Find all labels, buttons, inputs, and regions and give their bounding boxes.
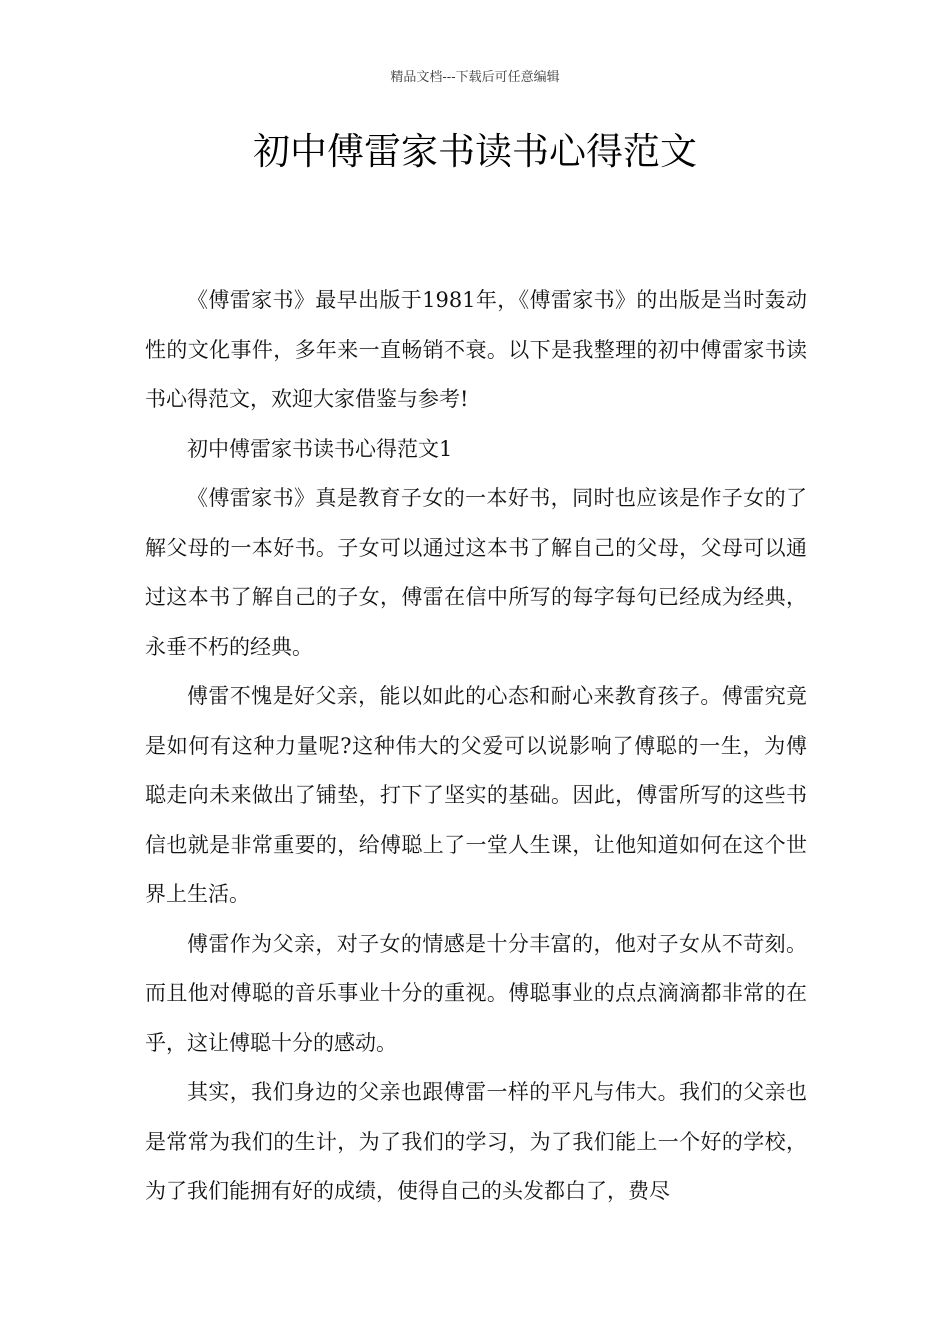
paragraph: 傅雷不愧是好父亲，能以如此的心态和耐心来教育孩子。傅雷究竟是如何有这种力量呢?这种伟大的父爱可以说影响了傅聪的一生，为傅聪走向未来做出了铺垫，打下了坚实的基础。因此，傅雷所写的这些书信也就是非常重要的，给傅聪上了一堂人生课，让他知道如何在这个世界上生活。 xyxy=(145,684,807,906)
paragraph: 傅雷作为父亲，对子女的情感是十分丰富的，他对子女从不苛刻。而且他对傅聪的音乐事业十分的重视。傅聪事业的点点滴滴都非常的在乎，这让傅聪十分的感动。 xyxy=(145,931,807,1055)
paragraph: 《傅雷家书》真是教育子女的一本好书，同时也应该是作子女的了解父母的一本好书。子女可以通过这本书了解自己的父母，父母可以通过这本书了解自己的子女，傅雷在信中所写的每字每句已经成为经典，永垂不朽的经典。 xyxy=(145,486,807,659)
paragraph: 其实，我们身边的父亲也跟傅雷一样的平凡与伟大。我们的父亲也是常常为我们的生计，为了我们的学习，为了我们能上一个好的学校，为了我们能拥有好的成绩，使得自己的头发都白了，费尽 xyxy=(145,1080,807,1203)
header-note: 精品文档---下载后可任意编辑 xyxy=(390,70,560,85)
document-body xyxy=(145,276,807,1217)
paragraph-intro: 《傅雷家书》最早出版于1981年，《傅雷家书》的出版是当时轰动性的文化事件，多年来一直畅销不衰。以下是我整理的初中傅雷家书读书心得范文，欢迎大家借鉴与参考! xyxy=(145,288,807,411)
document-title: 初中傅雷家书读书心得范文 xyxy=(253,130,697,173)
section-heading: 初中傅雷家书读书心得范文1 xyxy=(187,436,453,461)
